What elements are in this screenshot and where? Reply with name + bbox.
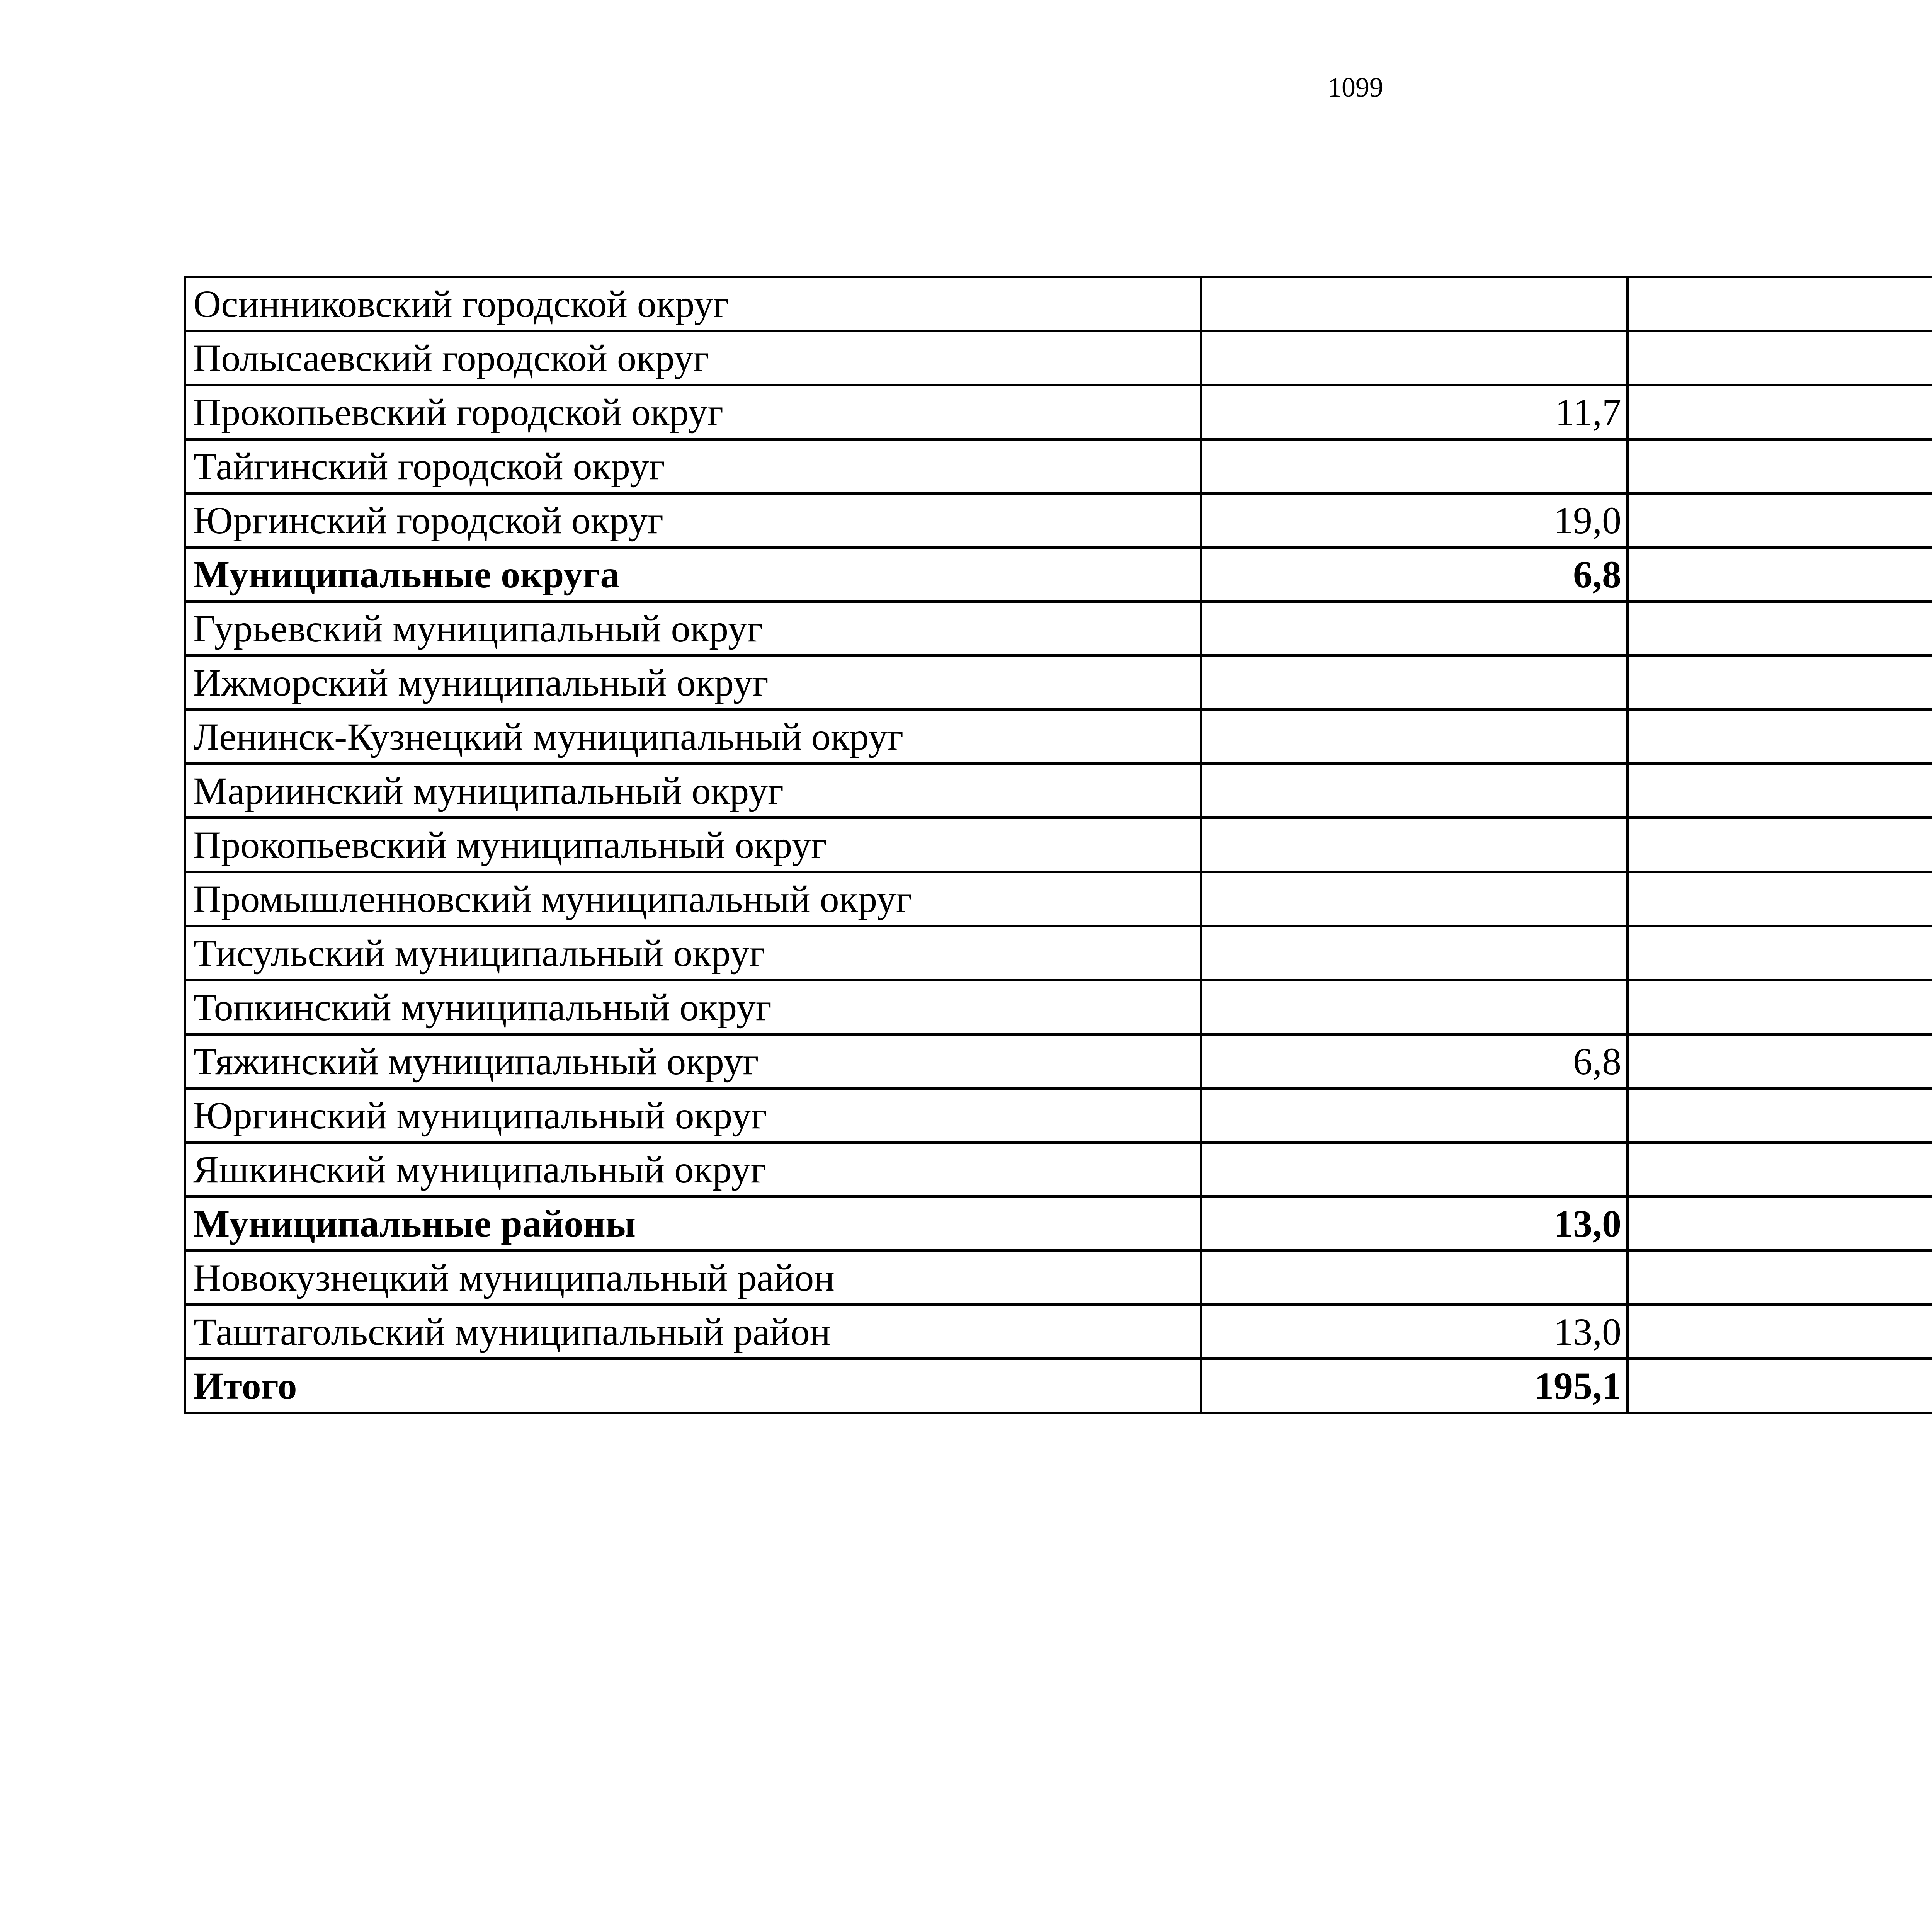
page-number: 1099 (1328, 72, 1383, 103)
table-body (185, 277, 1932, 1413)
table-row (185, 926, 1932, 980)
table-cell-value-1: 19,0 (1201, 493, 1628, 548)
table-cell-name: Новокузнецкий муниципальный район (185, 1251, 1201, 1305)
table-cell-value-2 (1628, 980, 1932, 1034)
table-cell-value-1: 6,8 (1201, 548, 1628, 602)
table-cell-name: Тяжинский муниципальный округ (185, 1034, 1201, 1089)
table-cell-value-2 (1628, 277, 1932, 331)
table-row (185, 764, 1932, 818)
table-cell-value-1 (1201, 926, 1628, 980)
table-cell-name: Промышленновский муниципальный округ (185, 872, 1201, 926)
data-table (184, 276, 1932, 1414)
table-cell-value-2 (1628, 872, 1932, 926)
table-cell-name: Мариинский муниципальный округ (185, 764, 1201, 818)
table-cell-value-2 (1628, 1143, 1932, 1197)
table-row (185, 656, 1932, 710)
table-cell-name: Топкинский муниципальный округ (185, 980, 1201, 1034)
table-cell-value-2 (1628, 818, 1932, 872)
table-row (185, 872, 1932, 926)
table-cell-value-2 (1628, 926, 1932, 980)
table-cell-value-1 (1201, 656, 1628, 710)
table-cell-value-1 (1201, 818, 1628, 872)
table-cell-name: Гурьевский муниципальный округ (185, 602, 1201, 656)
table-cell-name: Муниципальные районы (185, 1197, 1201, 1251)
table-row-subtotal (185, 1197, 1932, 1251)
table-cell-value-1 (1201, 980, 1628, 1034)
table-cell-name: Прокопьевский городской округ (185, 385, 1201, 439)
table-cell-name: Итого (185, 1359, 1201, 1413)
table-cell-value-2 (1628, 1034, 1932, 1089)
table-cell-value-2 (1628, 493, 1932, 548)
table-cell-value-1 (1201, 1143, 1628, 1197)
table-cell-value-2 (1628, 385, 1932, 439)
table-row (185, 331, 1932, 385)
table-cell-name: Юргинский муниципальный округ (185, 1089, 1201, 1143)
table-cell-name: Тисульский муниципальный округ (185, 926, 1201, 980)
table-cell-name: Осинниковский городской округ (185, 277, 1201, 331)
table-cell-name: Полысаевский городской округ (185, 331, 1201, 385)
table-row (185, 1034, 1932, 1089)
table-row (185, 710, 1932, 764)
table-row (185, 818, 1932, 872)
table-cell-name: Муниципальные округа (185, 548, 1201, 602)
table-row (185, 980, 1932, 1034)
table-cell-name: Ленинск-Кузнецкий муниципальный округ (185, 710, 1201, 764)
table-cell-value-2 (1628, 331, 1932, 385)
table-row-subtotal (185, 548, 1932, 602)
table-cell-value-2 (1628, 1305, 1932, 1359)
table-cell-name: Тайгинский городской округ (185, 439, 1201, 493)
table-cell-value-2 (1628, 1251, 1932, 1305)
table-cell-value-2 (1628, 1197, 1932, 1251)
table-cell-value-1 (1201, 1251, 1628, 1305)
table-row-subtotal (185, 1359, 1932, 1413)
table-cell-value-2 (1628, 710, 1932, 764)
table-row (185, 277, 1932, 331)
table-cell-name: Прокопьевский муниципальный округ (185, 818, 1201, 872)
table-cell-value-1: 195,1 (1201, 1359, 1628, 1413)
table-row (185, 1143, 1932, 1197)
table-row (185, 439, 1932, 493)
table-cell-value-1: 11,7 (1201, 385, 1628, 439)
table-cell-value-2 (1628, 439, 1932, 493)
table-cell-name: Таштагольский муниципальный район (185, 1305, 1201, 1359)
table-cell-name: Ижморский муниципальный округ (185, 656, 1201, 710)
table-row (185, 602, 1932, 656)
table-cell-value-2 (1628, 1359, 1932, 1413)
table-cell-value-2 (1628, 602, 1932, 656)
table-cell-value-2 (1628, 548, 1932, 602)
table-cell-value-1: 13,0 (1201, 1197, 1628, 1251)
table-cell-value-2 (1628, 764, 1932, 818)
table-cell-value-2 (1628, 1089, 1932, 1143)
table-row (185, 1089, 1932, 1143)
table-row (185, 493, 1932, 548)
table-cell-value-1 (1201, 602, 1628, 656)
table-cell-value-1 (1201, 872, 1628, 926)
table-cell-value-1 (1201, 1089, 1628, 1143)
table-cell-value-1 (1201, 331, 1628, 385)
table-cell-value-1 (1201, 277, 1628, 331)
table-cell-name: Юргинский городской округ (185, 493, 1201, 548)
table-cell-value-1 (1201, 439, 1628, 493)
table-row (185, 1251, 1932, 1305)
table-cell-value-1: 13,0 (1201, 1305, 1628, 1359)
table-cell-value-1: 6,8 (1201, 1034, 1628, 1089)
table-cell-value-1 (1201, 710, 1628, 764)
table-row (185, 1305, 1932, 1359)
table-row (185, 385, 1932, 439)
table-cell-name: Яшкинский муниципальный округ (185, 1143, 1201, 1197)
table-cell-value-2 (1628, 656, 1932, 710)
table-cell-value-1 (1201, 764, 1628, 818)
